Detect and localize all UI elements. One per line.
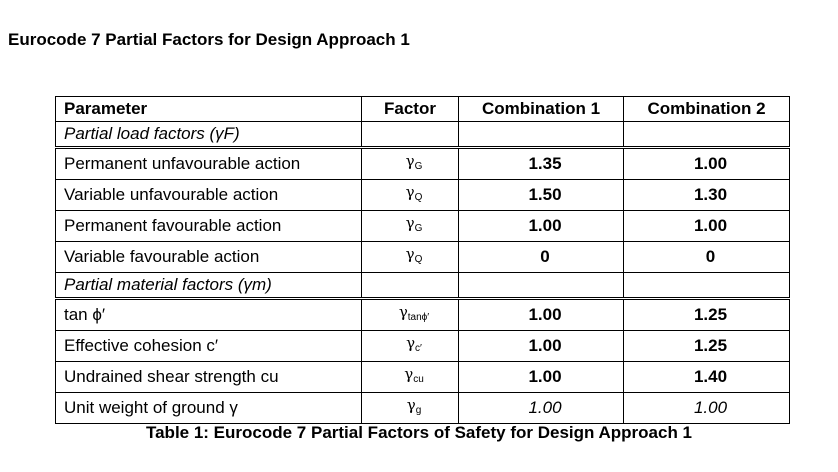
table-row — [56, 242, 790, 273]
combination-2-value: 0 — [624, 242, 790, 273]
empty-cell — [624, 122, 790, 148]
table-row — [56, 393, 790, 424]
header-parameter: Parameter — [56, 97, 362, 122]
empty-cell — [362, 122, 459, 148]
section-row-load-factors — [56, 122, 790, 148]
table-row — [56, 299, 790, 331]
combination-2-value: 1.00 — [624, 211, 790, 242]
combination-1-value: 1.00 — [459, 362, 624, 393]
combination-2-value: 1.00 — [624, 148, 790, 180]
parameter-cell: Unit weight of ground γ — [56, 393, 362, 424]
parameter-cell: Undrained shear strength cu — [56, 362, 362, 393]
combination-2-value: 1.25 — [624, 299, 790, 331]
factor-symbol: $\gamma_{c'}$ — [362, 331, 459, 362]
parameter-cell: Variable favourable action — [56, 242, 362, 273]
combination-1-value: 0 — [459, 242, 624, 273]
combination-1-value: 1.00 — [459, 393, 624, 424]
header-combination-1: Combination 1 — [459, 97, 624, 122]
factor-symbol: $\gamma_{tan\phi'}$ — [362, 299, 459, 331]
header-combination-2: Combination 2 — [624, 97, 790, 122]
table-caption: Table 1: Eurocode 7 Partial Factors of Safety for Design Approach 1 — [145, 423, 693, 442]
parameter-cell: Effective cohesion c′ — [56, 331, 362, 362]
combination-1-value: 1.00 — [459, 211, 624, 242]
factor-symbol: $\gamma_G$ — [362, 211, 459, 242]
combination-1-value: 1.00 — [459, 331, 624, 362]
header-factor: Factor — [362, 97, 459, 122]
factor-symbol: $\gamma_G$ — [362, 148, 459, 180]
table-row — [56, 211, 790, 242]
page-title: Eurocode 7 Partial Factors for Design Approach 1 — [8, 30, 410, 49]
parameter-cell: Permanent favourable action — [56, 211, 362, 242]
combination-1-value: 1.35 — [459, 148, 624, 180]
table-header-row — [56, 97, 790, 122]
table-row — [56, 331, 790, 362]
combination-1-value: 1.50 — [459, 180, 624, 211]
parameter-cell: Permanent unfavourable action — [56, 148, 362, 180]
combination-2-value: 1.25 — [624, 331, 790, 362]
factor-symbol: $\gamma_g$ — [362, 393, 459, 424]
combination-2-value: 1.30 — [624, 180, 790, 211]
factor-symbol: $\gamma_Q$ — [362, 180, 459, 211]
empty-cell — [459, 273, 624, 299]
combination-1-value: 1.00 — [459, 299, 624, 331]
section-label: Partial load factors (γF) — [56, 122, 362, 148]
factor-symbol: $\gamma_Q$ — [362, 242, 459, 273]
combination-2-value: 1.00 — [624, 393, 790, 424]
table-row — [56, 180, 790, 211]
table-row — [56, 362, 790, 393]
empty-cell — [459, 122, 624, 148]
empty-cell — [362, 273, 459, 299]
section-label: Partial material factors (γm) — [56, 273, 362, 299]
partial-factors-table — [55, 96, 790, 424]
parameter-cell: tan ϕ′ — [56, 299, 362, 331]
table-row — [56, 148, 790, 180]
parameter-cell: Variable unfavourable action — [56, 180, 362, 211]
section-row-material-factors — [56, 273, 790, 299]
factor-symbol: $\gamma_{cu}$ — [362, 362, 459, 393]
empty-cell — [624, 273, 790, 299]
combination-2-value: 1.40 — [624, 362, 790, 393]
